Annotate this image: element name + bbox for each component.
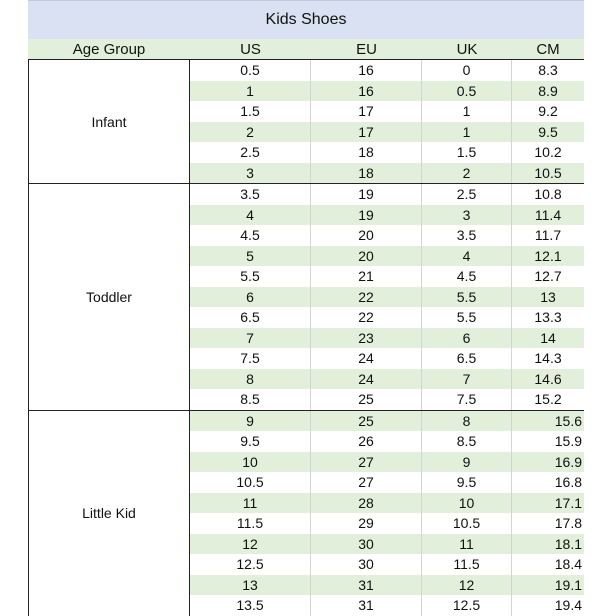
cell-eu: 21	[311, 266, 422, 287]
cell-eu: 19	[311, 184, 422, 205]
table-row	[190, 575, 584, 596]
cell-cm: 19.4	[554, 597, 582, 614]
age-group-block	[28, 184, 584, 411]
cell-us: 12	[190, 534, 311, 555]
cell-eu: 22	[311, 307, 422, 328]
table-row	[190, 60, 584, 81]
age-group-block	[28, 411, 584, 616]
cell-uk: 0.5	[422, 81, 512, 102]
cell-us: 11	[190, 493, 311, 514]
cell-cm: 18.1	[554, 535, 582, 552]
cell-cm: 11.7	[534, 227, 562, 244]
table-row	[190, 513, 584, 534]
cell-cm: 10.2	[534, 144, 562, 161]
cell-cm: 14.3	[534, 350, 562, 367]
cell-eu: 22	[311, 287, 422, 308]
cell-us: 13	[190, 575, 311, 596]
table-row	[190, 101, 584, 122]
table-row	[190, 369, 584, 390]
age-group-label: Little Kid	[28, 411, 190, 616]
cell-uk: 5.5	[422, 307, 512, 328]
cell-uk: 8	[422, 411, 512, 432]
cell-uk: 5.5	[422, 287, 512, 308]
cell-us: 1	[190, 81, 311, 102]
header-us: US	[240, 40, 261, 58]
table-row	[190, 534, 584, 555]
cell-eu: 28	[311, 493, 422, 514]
cell-us: 4	[190, 205, 311, 226]
cell-uk: 12.5	[422, 595, 512, 616]
table-row	[190, 163, 584, 184]
cell-uk: 4.5	[422, 266, 512, 287]
cell-uk: 7.5	[422, 389, 512, 410]
cell-uk: 11.5	[422, 554, 512, 575]
cell-us: 13.5	[190, 595, 311, 616]
age-group-block	[28, 60, 584, 184]
cell-uk: 10.5	[422, 513, 512, 534]
age-group-label: Toddler	[28, 184, 190, 410]
table-row	[190, 246, 584, 267]
cell-cm: 18.4	[554, 556, 582, 573]
cell-cm: 12.7	[534, 268, 562, 285]
cell-cm: 13.3	[534, 309, 562, 326]
cell-uk: 2.5	[422, 184, 512, 205]
table-row	[190, 554, 584, 575]
table-row	[190, 431, 584, 452]
table-title: Kids Shoes	[28, 0, 584, 39]
cell-eu: 25	[311, 389, 422, 410]
cell-cm: 11.4	[534, 206, 562, 223]
cell-uk: 1	[422, 122, 512, 143]
cell-us: 10	[190, 452, 311, 473]
cell-cm: 16.8	[554, 474, 582, 491]
cell-eu: 17	[311, 101, 422, 122]
cell-eu: 20	[311, 246, 422, 267]
cell-us: 5.5	[190, 266, 311, 287]
cell-uk: 0	[422, 60, 512, 81]
cell-eu: 18	[311, 163, 422, 184]
cell-cm: 15.6	[554, 412, 582, 429]
table-row	[190, 142, 584, 163]
cell-eu: 16	[311, 60, 422, 81]
cell-cm: 9.2	[538, 103, 558, 120]
cell-us: 1.5	[190, 101, 311, 122]
cell-uk: 10	[422, 493, 512, 514]
cell-uk: 6.5	[422, 348, 512, 369]
cell-uk: 8.5	[422, 431, 512, 452]
cell-us: 11.5	[190, 513, 311, 534]
cell-eu: 30	[311, 554, 422, 575]
table-row	[190, 81, 584, 102]
cell-cm: 10.8	[534, 186, 562, 203]
cell-eu: 17	[311, 122, 422, 143]
cell-cm: 17.8	[554, 515, 582, 532]
cell-eu: 25	[311, 411, 422, 432]
table-row	[190, 184, 584, 205]
header-uk: UK	[456, 40, 478, 58]
cell-us: 3	[190, 163, 311, 184]
cell-eu: 27	[311, 472, 422, 493]
cell-cm: 15.9	[554, 433, 582, 450]
table-body	[28, 60, 584, 616]
cell-uk: 7	[422, 369, 512, 390]
cell-eu: 23	[311, 328, 422, 349]
cell-us: 2	[190, 122, 311, 143]
cell-eu: 26	[311, 431, 422, 452]
cell-eu: 16	[311, 81, 422, 102]
table-row	[190, 348, 584, 369]
table-row	[190, 389, 584, 410]
cell-cm: 14.6	[534, 370, 562, 387]
cell-uk: 11	[422, 534, 512, 555]
cell-us: 9.5	[190, 431, 311, 452]
cell-us: 12.5	[190, 554, 311, 575]
header-row	[28, 39, 584, 60]
cell-us: 8	[190, 369, 311, 390]
table-row	[190, 452, 584, 473]
age-group-label: Infant	[28, 60, 190, 183]
cell-eu: 20	[311, 225, 422, 246]
cell-cm: 16.9	[554, 453, 582, 470]
cell-cm: 17.1	[554, 494, 582, 511]
table-row	[190, 328, 584, 349]
table-row	[190, 472, 584, 493]
cell-cm: 15.2	[534, 391, 562, 408]
cell-uk: 3.5	[422, 225, 512, 246]
cell-cm: 12.1	[534, 247, 562, 264]
cell-us: 6	[190, 287, 311, 308]
cell-cm: 10.5	[534, 164, 562, 181]
cell-eu: 27	[311, 452, 422, 473]
table-row	[190, 307, 584, 328]
cell-uk: 2	[422, 163, 512, 184]
size-chart-table	[28, 0, 584, 616]
cell-us: 7	[190, 328, 311, 349]
table-row	[190, 411, 584, 432]
table-row	[190, 493, 584, 514]
cell-cm: 9.5	[538, 123, 558, 140]
cell-eu: 19	[311, 205, 422, 226]
cell-us: 9	[190, 411, 311, 432]
table-row	[190, 595, 584, 616]
cell-us: 5	[190, 246, 311, 267]
header-age-group: Age Group	[72, 40, 146, 58]
cell-eu: 31	[311, 595, 422, 616]
cell-uk: 6	[422, 328, 512, 349]
cell-uk: 9.5	[422, 472, 512, 493]
cell-eu: 24	[311, 369, 422, 390]
cell-us: 8.5	[190, 389, 311, 410]
table-row	[190, 266, 584, 287]
cell-eu: 18	[311, 142, 422, 163]
table-row	[190, 287, 584, 308]
cell-us: 10.5	[190, 472, 311, 493]
table-row	[190, 122, 584, 143]
cell-uk: 1.5	[422, 142, 512, 163]
cell-us: 0.5	[190, 60, 311, 81]
cell-eu: 29	[311, 513, 422, 534]
cell-eu: 24	[311, 348, 422, 369]
cell-cm: 19.1	[554, 576, 582, 593]
cell-uk: 4	[422, 246, 512, 267]
cell-uk: 3	[422, 205, 512, 226]
table-row	[190, 225, 584, 246]
cell-us: 2.5	[190, 142, 311, 163]
cell-us: 6.5	[190, 307, 311, 328]
cell-us: 3.5	[190, 184, 311, 205]
cell-cm: 8.3	[538, 62, 558, 79]
table-row	[190, 205, 584, 226]
cell-cm: 13	[540, 288, 556, 305]
cell-us: 7.5	[190, 348, 311, 369]
cell-uk: 12	[422, 575, 512, 596]
cell-eu: 31	[311, 575, 422, 596]
cell-cm: 8.9	[538, 82, 558, 99]
cell-us: 4.5	[190, 225, 311, 246]
cell-uk: 9	[422, 452, 512, 473]
cell-cm: 14	[540, 329, 556, 346]
cell-eu: 30	[311, 534, 422, 555]
cell-uk: 1	[422, 101, 512, 122]
header-cm: CM	[536, 40, 560, 58]
header-eu: EU	[356, 40, 377, 58]
